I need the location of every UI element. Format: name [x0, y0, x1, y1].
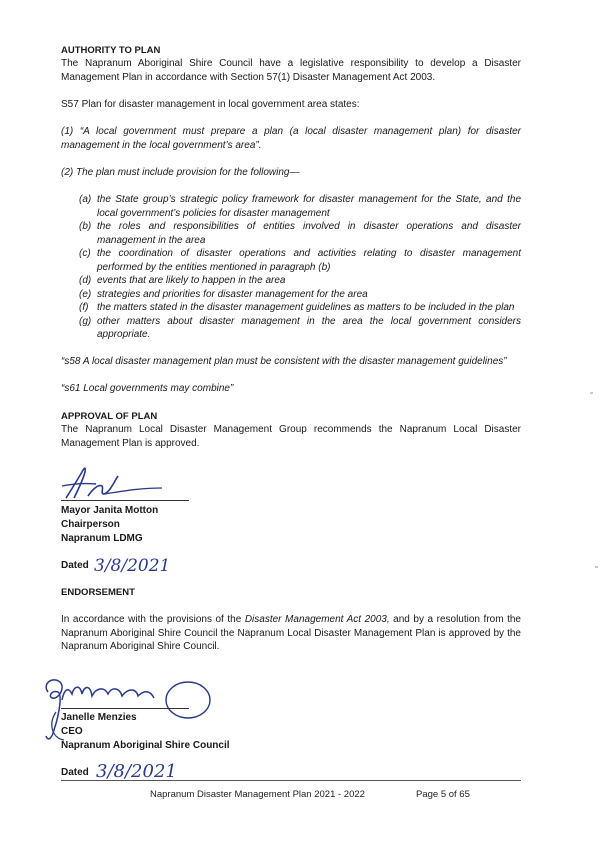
s57-quote-1: (1) “A local government must prepare a plan (a local disaster management plan) for disaster management in the local government’s area”. [61, 126, 521, 151]
endorsement-text-after: and by a resolution from the Napranum Aboriginal Shire Council the Napranum Local Disaster Management Plan is approved by the Napranum Aboriginal Shire Council. [61, 614, 521, 652]
s57-quote-2: (2) The plan must include provision for the following— [61, 167, 300, 178]
endorsement-date-value: 3/8/2021 [96, 761, 177, 782]
endorsement-text [61, 613, 521, 654]
approval-dated-handwriting [90, 553, 176, 577]
mayor-name: Mayor Janita Motton [61, 505, 159, 516]
approval-dated-label: Dated [61, 560, 89, 571]
clause-text: the State group’s strategic policy framework for disaster management for the State, and the local government’s policies for disaster management [97, 194, 521, 219]
authority-heading: AUTHORITY TO PLAN [61, 45, 161, 56]
mayor-role: Chairperson [61, 519, 120, 530]
s57-clause-list [79, 193, 521, 342]
clause-item [79, 274, 521, 288]
scan-speck [595, 566, 598, 568]
s61-quote: “s61 Local governments may combine” [61, 383, 234, 394]
mayor-org: Napranum LDMG [61, 533, 143, 544]
clause-label: (b) [79, 221, 92, 232]
clause-label: (g) [79, 315, 92, 327]
endorsement-act-name: Disaster Management Act 2003, [244, 614, 390, 625]
clause-label: (d) [79, 275, 92, 286]
clause-text: the matters stated in the disaster management guidelines as matters to be included in the plan [97, 302, 515, 313]
clause-text: events that are likely to happen in the area [97, 275, 286, 286]
approval-date-value: 3/8/2021 [94, 556, 171, 576]
clause-item [79, 247, 521, 274]
clause-text: other matters about disaster management in the area the local government considers appropriate. [97, 315, 521, 340]
clause-text: strategies and priorities for disaster management for the area [97, 288, 368, 300]
approval-heading: APPROVAL OF PLAN [61, 411, 158, 422]
footer-rule [61, 780, 521, 781]
clause-item [79, 220, 521, 247]
clause-item [79, 301, 521, 315]
ceo-signature-line [61, 708, 189, 709]
clause-label: (a) [79, 194, 92, 205]
s57-intro: S57 Plan for disaster management in local government area states: [61, 99, 360, 110]
endorsement-text-before: In accordance with the provisions of the [61, 614, 245, 625]
clause-label: (f) [79, 302, 89, 313]
footer-document-title: Napranum Disaster Management Plan 2021 - 2022 [150, 789, 365, 800]
clause-text: the coordination of disaster operations and activities relating to disaster management performed by the entities mentioned in paragraph (b) [97, 248, 521, 273]
approval-text: The Napranum Local Disaster Management Group recommends the Napranum Local Disaster Management Plan is approved. [61, 424, 521, 449]
endorsement-dated-label: Dated [61, 767, 89, 778]
clause-label: (e) [79, 288, 92, 300]
ceo-name: Janelle Menzies [61, 712, 137, 723]
clause-label: (c) [79, 248, 91, 259]
mayor-signature-line [61, 500, 189, 501]
clause-text: the roles and responsibilities of entities involved in disaster operations and disaster management in the area [97, 221, 521, 246]
ceo-org: Napranum Aboriginal Shire Council [61, 740, 230, 751]
endorsement-heading: ENDORSEMENT [61, 587, 135, 598]
footer-page-number: Page 5 of 65 [416, 789, 470, 800]
ceo-role: CEO [61, 726, 83, 737]
mayor-signature [58, 462, 168, 504]
clause-item [79, 315, 521, 342]
clause-item [79, 193, 521, 220]
authority-intro: The Napranum Aboriginal Shire Council have a legislative responsibility to develop a Disaster Management Plan in accordance with Section 57(1) Disaster Management Act 2003. [61, 58, 521, 83]
scan-speck [590, 392, 593, 394]
s58-quote: “s58 A local disaster management plan must be consistent with the disaster management guidelines” [61, 356, 507, 367]
clause-item [79, 288, 521, 302]
